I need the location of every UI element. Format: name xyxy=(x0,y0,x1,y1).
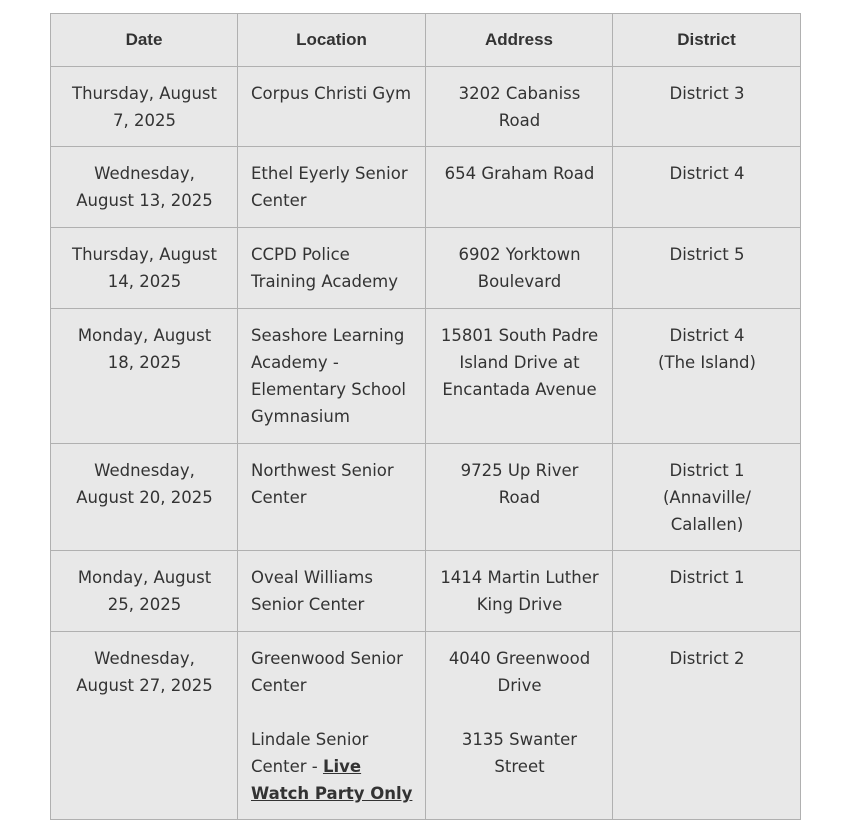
cell-location: Corpus Christi Gym xyxy=(238,67,426,147)
cell-address xyxy=(426,632,613,820)
cell-date: Wednesday, August 27, 2025 xyxy=(51,632,238,820)
cell-location: Seashore Learning Academy - Elementary School Gymnasium xyxy=(238,309,426,444)
table-row xyxy=(51,228,801,309)
table-row xyxy=(51,551,801,632)
cell-date: Thursday, August 7, 2025 xyxy=(51,67,238,147)
cell-district: District 4 xyxy=(613,147,801,228)
cell-location: Northwest Senior Center xyxy=(238,444,426,551)
cell-address: 9725 Up River Road xyxy=(426,444,613,551)
cell-date: Monday, August 25, 2025 xyxy=(51,551,238,632)
cell-location: Oveal Williams Senior Center xyxy=(238,551,426,632)
address-primary: 4040 Greenwood Drive xyxy=(448,649,591,695)
live-watch-party-link[interactable]: Live Watch Party Only xyxy=(251,757,413,803)
table-header-row xyxy=(51,14,801,67)
cell-district xyxy=(613,309,801,444)
cell-address: 15801 South Padre Island Drive at Encantada Avenue xyxy=(426,309,613,444)
location-primary: Greenwood Senior Center xyxy=(251,649,403,695)
cell-district: District 3 xyxy=(613,67,801,147)
cell-date: Thursday, August 14, 2025 xyxy=(51,228,238,309)
header-date: Date xyxy=(51,14,238,67)
header-district: District xyxy=(613,14,801,67)
cell-address: 1414 Martin Luther King Drive xyxy=(426,551,613,632)
location-secondary: Lindale Senior Center - xyxy=(251,730,369,776)
table-row xyxy=(51,309,801,444)
cell-location xyxy=(238,632,426,820)
header-location: Location xyxy=(238,14,426,67)
cell-address: 3202 Cabaniss Road xyxy=(426,67,613,147)
cell-date: Wednesday, August 20, 2025 xyxy=(51,444,238,551)
cell-location: CCPD Police Training Academy xyxy=(238,228,426,309)
address-secondary: 3135 Swanter Street xyxy=(461,730,578,776)
cell-district: District 1 (Annaville/ Calallen) xyxy=(613,444,801,551)
cell-location: Ethel Eyerly Senior Center xyxy=(238,147,426,228)
cell-address: 654 Graham Road xyxy=(426,147,613,228)
cell-date: Wednesday, August 13, 2025 xyxy=(51,147,238,228)
table-row xyxy=(51,444,801,551)
cell-district: District 2 xyxy=(613,632,801,820)
cell-date: Monday, August 18, 2025 xyxy=(51,309,238,444)
cell-district: District 1 xyxy=(613,551,801,632)
schedule-table xyxy=(50,13,801,820)
cell-address: 6902 Yorktown Boulevard xyxy=(426,228,613,309)
table-row xyxy=(51,147,801,228)
header-address: Address xyxy=(426,14,613,67)
district-note: (The Island) xyxy=(658,353,756,372)
district-label: District 4 xyxy=(669,326,745,345)
cell-district: District 5 xyxy=(613,228,801,309)
table-row xyxy=(51,632,801,820)
table-row xyxy=(51,67,801,147)
